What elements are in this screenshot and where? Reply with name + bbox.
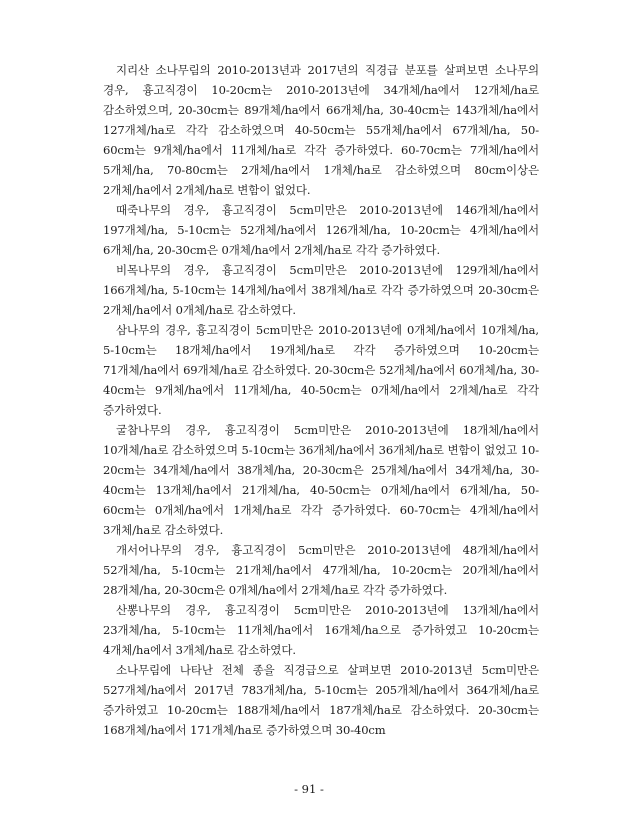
- paragraph-total: 소나무림에 나타난 전체 종을 직경급으로 살펴보면 2010-2013년 5cm미만은 527개체/ha에서 2017년 783개체/ha, 5-10cm는 205개체/ha에서 364개체/ha로 증가하였고 10-20cm는 188개체/ha에서 187개체/ha로 감소하였다. 20-30cm는 168개체/ha에서 171개체/ha로 증가하였으며 30-40cm: [103, 663, 539, 737]
- paragraph-lindera: 비목나무의 경우, 흉고직경이 5cm미만은 2010-2013년에 129개체/ha에서 166개체/ha, 5-10cm는 14개체/ha에서 38개체/ha로 각각 증가하였으며 20-30cm은 2개체/ha에서 0개체/ha로 감소하였다.: [103, 263, 539, 317]
- page-number: - 91 -: [294, 782, 324, 796]
- paragraph-carpinus: 개서어나무의 경우, 흉고직경이 5cm미만은 2010-2013년에 48개체/ha에서 52개체/ha, 5-10cm는 21개체/ha에서 47개체/ha, 10-20cm는 20개체/ha에서 28개체/ha, 20-30cm은 0개체/ha에서 2개체/ha로 각각 증가하였다.: [103, 543, 539, 597]
- paragraph-cedar: 삼나무의 경우, 흉고직경이 5cm미만은 2010-2013년에 0개체/ha에서 10개체/ha, 5-10cm는 18개체/ha에서 19개체/ha로 각각 증가하였으며 10-20cm는 71개체/ha에서 69개체/ha로 감소하였다. 20-30cm은 52개체/ha에서 60개체/ha, 30-40cm는 9개체/ha에서 11개체/ha, 40-50cm는 0개체/ha에서 2개체/ha로 각각 증가하였다.: [103, 323, 539, 417]
- document-body: [103, 60, 539, 740]
- paragraph-pine: 지리산 소나무림의 2010-2013년과 2017년의 직경급 분포를 살펴보면 소나무의 경우, 흉고직경이 10-20cm는 2010-2013년에 34개체/ha에서 12개체/ha로 감소하였으며, 20-30cm는 89개체/ha에서 66개체/ha, 30-40cm는 143개체/ha에서 127개체/ha로 각각 감소하였으며 40-50cm는 55개체/ha에서 67개체/ha, 50-60cm는 9개체/ha에서 11개체/ha로 각각 증가하였다. 60-70cm는 7개체/ha에서 5개체/ha, 70-80cm는 2개체/ha에서 1개체/ha로 감소하였으며 80cm이상은 2개체/ha에서 2개체/ha로 변함이 없었다.: [103, 63, 539, 197]
- paragraph-quercus: 굴참나무의 경우, 흉고직경이 5cm미만은 2010-2013년에 18개체/ha에서 10개체/ha로 감소하였으며 5-10cm는 36개체/ha에서 36개체/ha로 변함이 없었고 10-20cm는 34개체/ha에서 38개체/ha, 20-30cm은 25개체/ha에서 34개체/ha, 30-40cm는 13개체/ha에서 21개체/ha, 40-50cm는 0개체/ha에서 6개체/ha, 50-60cm는 0개체/ha에서 1개체/ha로 각각 증가하였다. 60-70cm는 4개체/ha에서 3개체/ha로 감소하였다.: [103, 423, 539, 537]
- paragraph-morus: 산뽕나무의 경우, 흉고직경이 5cm미만은 2010-2013년에 13개체/ha에서 23개체/ha, 5-10cm는 11개체/ha에서 16개체/ha으로 증가하였고 10-20cm는 4개체/ha에서 3개체/ha로 감소하였다.: [103, 603, 539, 657]
- paragraph-styrax: 때죽나무의 경우, 흉고직경이 5cm미만은 2010-2013년에 146개체/ha에서 197개체/ha, 5-10cm는 52개체/ha에서 126개체/ha, 10-20cm는 4개체/ha에서 6개체/ha, 20-30cm은 0개체/ha에서 2개체/ha로 각각 증가하였다.: [103, 203, 539, 257]
